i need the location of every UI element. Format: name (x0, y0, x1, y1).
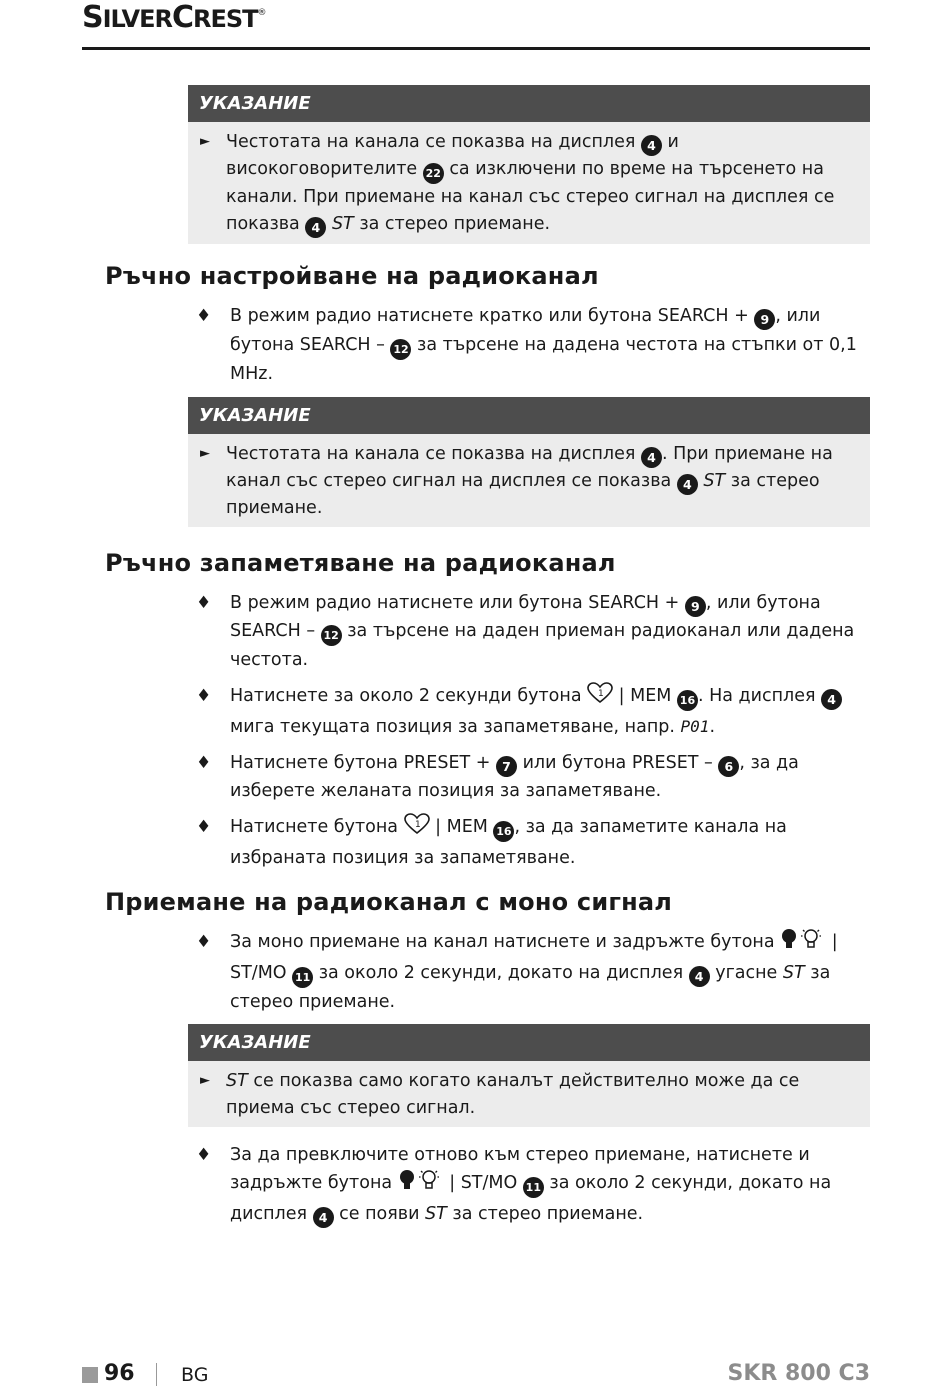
triangle-pointer-icon: ► (200, 445, 210, 461)
section-title: Ръчно настройване на радиоканал (105, 261, 599, 290)
number-4-icon: 4 (305, 217, 326, 238)
diamond-bullet-icon: ♦ (196, 753, 212, 773)
number-16-icon: 16 (677, 690, 698, 711)
heart-button-icon (587, 682, 613, 713)
list-item: ♦ За да превключите отново към стерео приемане, натиснете и задръжте бутона | ST/MO 11 за около 2 секунди, докато на дисплея 4 се появи ST за стерео приемане. (230, 1141, 870, 1228)
diamond-bullet-icon: ♦ (196, 305, 212, 326)
number-9-icon: 9 (685, 596, 706, 617)
page-footer (82, 1361, 870, 1386)
list-item: ♦ В режим радио натиснете или бутона SEARCH + 9 , или бутона SEARCH – 12 за търсене на даден приеман радиоканал или дадена честота. (230, 589, 870, 674)
number-4-icon: 4 (641, 135, 662, 156)
light-bulb-icon (780, 928, 826, 959)
list-item: ♦ За моно приемане на канал натиснете и задръжте бутона | ST/MO 11 за около 2 секунди, докато на дисплея 4 угасне ST за стерео приемане. (230, 928, 870, 1016)
svg-text:1: 1 (414, 820, 421, 830)
section-title: Приемане на радиоканал с моно сигнал (105, 888, 673, 916)
model-name: SKR 800 C3 (727, 1361, 870, 1386)
section-title: Ръчно запаметяване на радиоканал (105, 549, 616, 577)
brand-logo: SILVERCREST® (82, 0, 266, 35)
diamond-bullet-icon: ♦ (196, 1145, 212, 1165)
footer-square-icon (82, 1367, 98, 1383)
diamond-bullet-icon: ♦ (196, 686, 212, 706)
notice-heading: УКАЗАНИЕ (188, 397, 870, 434)
list-item: ♦ Натиснете бутона 1 | MEM 16 , за да запаметите канала на избраната позиция за запаметяване. (230, 813, 870, 872)
diamond-bullet-icon: ♦ (196, 817, 212, 837)
triangle-pointer-icon: ► (200, 1073, 210, 1088)
notice-text: ► Честотата на канала се показва на дисплея 4 . При приемане на канал със стерео сигнал на дисплея се показва 4 ST за стерео приемане. (188, 434, 870, 528)
footer-divider (156, 1363, 157, 1386)
number-11-icon: 11 (523, 1177, 544, 1198)
number-6-icon: 6 (718, 756, 739, 777)
number-12-icon: 12 (390, 339, 411, 360)
number-7-icon: 7 (496, 756, 517, 777)
notice-box (188, 85, 870, 244)
number-12-icon: 12 (321, 625, 342, 646)
number-16-icon: 16 (493, 821, 514, 842)
number-11-icon: 11 (292, 967, 313, 988)
number-9-icon: 9 (754, 309, 775, 330)
notice-text: ► ST се показва само когато каналът действително може да се приема със стерео сигнал. (188, 1061, 870, 1127)
number-4-icon: 4 (677, 474, 698, 495)
notice-box (188, 397, 870, 528)
notice-heading: УКАЗАНИЕ (188, 1024, 870, 1061)
number-4-icon: 4 (689, 966, 710, 987)
number-4-icon: 4 (641, 447, 662, 468)
notice-box (188, 1024, 870, 1127)
notice-text: ► Честотата на канала се показва на дисплея 4 и високоговорителите 22 са изключени по време на търсенето на канали. При приемане на канал със стерео сигнал на дисплея се показва 4 ST за стерео приемане. (188, 122, 870, 244)
page-number: 96 (104, 1361, 135, 1386)
number-4-icon: 4 (313, 1207, 334, 1228)
page-content (0, 85, 950, 1228)
list-item: ♦ Натиснете бутона PRESET + 7 или бутона PRESET – 6 , за да изберете желаната позиция за запаметяване. (230, 749, 870, 805)
list-item: ♦ Натиснете за около 2 секунди бутона 1 | MEM 16 . На дисплея 4 мига текущата позиция за запаметяване, напр. P01. (230, 682, 870, 741)
number-22-icon: 22 (423, 163, 444, 184)
diamond-bullet-icon: ♦ (196, 932, 212, 952)
light-bulb-icon (398, 1169, 444, 1200)
diamond-bullet-icon: ♦ (196, 593, 212, 613)
triangle-pointer-icon: ► (200, 134, 210, 149)
header-rule (82, 47, 870, 50)
list-item: ♦ В режим радио натиснете кратко или бутона SEARCH + 9 , или бутона SEARCH – 12 за търсене на дадена честота на стъпки от 0,1 MHz. (230, 302, 870, 389)
language-code: BG (181, 1364, 209, 1386)
heart-button-icon (404, 813, 430, 844)
notice-heading: УКАЗАНИЕ (188, 85, 870, 122)
number-4-icon: 4 (821, 689, 842, 710)
svg-text:1: 1 (598, 689, 604, 699)
